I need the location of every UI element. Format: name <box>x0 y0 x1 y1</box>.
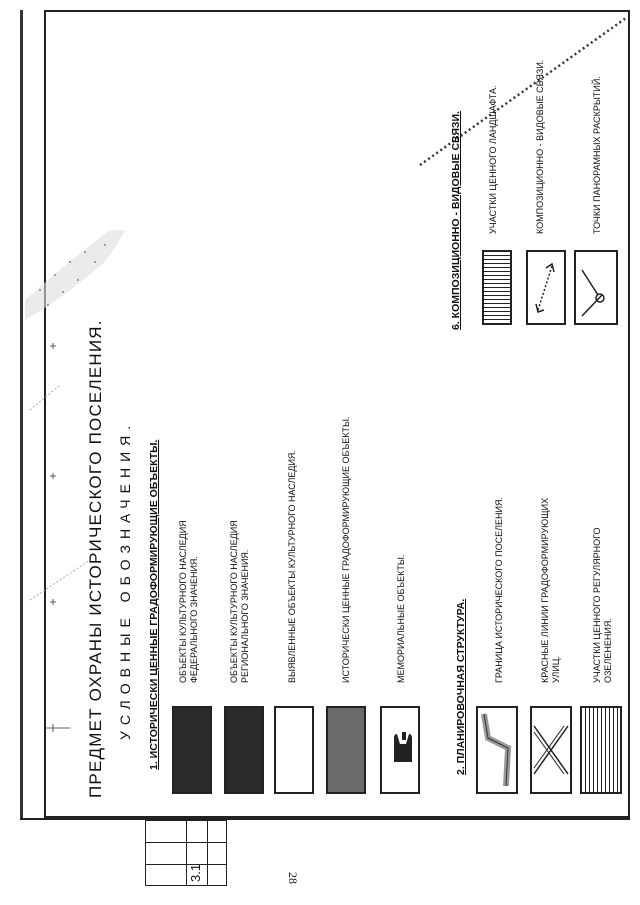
legend-swatch-identified <box>274 706 314 794</box>
title-block <box>145 820 227 886</box>
section2-heading: 2. ПЛАНИРОВОЧНАЯ СТРУКТУРА. <box>455 598 467 775</box>
legend-label-regional: ОБЪЕКТЫ КУЛЬТУРНОГО НАСЛЕДИЯ РЕГИОНАЛЬНОГО ЗНАЧЕНИЯ. <box>229 520 250 683</box>
legend-label-landscape: УЧАСТКИ ЦЕННОГО ЛАНДШАФТА. <box>488 85 498 234</box>
legend-label-view-links: КОМПОЗИЦИОННО - ВИДОВЫЕ СВЯЗИ. <box>535 59 545 234</box>
legend-swatch-memorial <box>380 706 420 794</box>
legend-label-red-lines: КРАСНЫЕ ЛИНИИ ГРАДОФОРМИРУЮЩИХ УЛИЦ. <box>540 497 561 683</box>
legend-label-historic: ИСТОРИЧЕСКИ ЦЕННЫЕ ГРАДОФОРМИРУЮЩИЕ ОБЪЕКТЫ. <box>341 416 351 683</box>
legend-label-federal: ОБЪЕКТЫ КУЛЬТУРНОГО НАСЛЕДИЯ ФЕДЕРАЛЬНОГО ЗНАЧЕНИЯ. <box>178 520 199 683</box>
page-number: 28 <box>286 872 300 884</box>
section1-heading: 1. ИСТОРИЧЕСКИ ЦЕННЫЕ ГРАДОФОРМИРУЮЩИЕ ОБЪЕКТЫ. <box>148 439 160 770</box>
view-link-arrow-icon <box>528 252 564 323</box>
legend-swatch-red-lines <box>530 706 572 794</box>
red-lines-icon <box>532 708 570 792</box>
legend-swatch-historic <box>326 706 366 794</box>
panorama-point-icon <box>576 252 616 323</box>
boundary-line-icon <box>478 708 516 792</box>
legend-swatch-view-links <box>526 250 566 325</box>
memorial-icon <box>382 708 418 792</box>
sheet-code: 3.1 <box>188 863 203 882</box>
legend-label-greenery: УЧАСТКИ ЦЕННОГО РЕГУЛЯРНОГО ОЗЕЛЕНЕНИЯ. <box>592 527 613 683</box>
legend-label-identified: ВЫЯВЛЕННЫЕ ОБЪЕКТЫ КУЛЬТУРНОГО НАСЛЕДИЯ. <box>287 450 297 683</box>
legend-swatch-landscape <box>482 250 512 325</box>
legend-label-boundary: ГРАНИЦА ИСТОРИЧЕСКОГО ПОСЕЛЕНИЯ. <box>494 496 504 683</box>
legend-swatch-boundary <box>476 706 518 794</box>
legend-swatch-greenery <box>580 706 622 794</box>
legend-swatch-federal <box>172 706 212 794</box>
legend-swatch-regional <box>224 706 264 794</box>
legend-label-panorama: ТОЧКИ ПАНОРАМНЫХ РАСКРЫТИЙ. <box>592 76 602 234</box>
legend-label-memorial: МЕМОРИАЛЬНЫЕ ОБЪЕКТЫ. <box>396 554 406 683</box>
section6-heading: 6. КОМПОЗИЦИОННО - ВИДОВЫЕ СВЯЗИ. <box>450 111 462 330</box>
legend-swatch-panorama <box>574 250 618 325</box>
legend-subtitle: УСЛОВНЫЕ ОБОЗНАЧЕНИЯ. <box>117 419 133 740</box>
page-title: ПРЕДМЕТ ОХРАНЫ ИСТОРИЧЕСКОГО ПОСЕЛЕНИЯ. <box>86 319 105 798</box>
